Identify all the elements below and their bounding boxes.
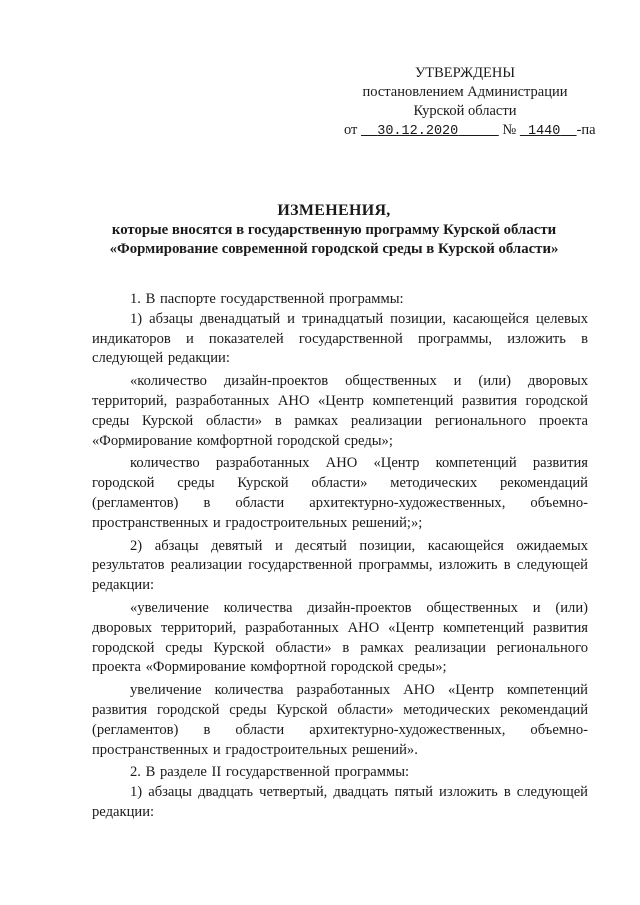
- heading-title: ИЗМЕНЕНИЯ,: [277, 202, 391, 219]
- document-body: [92, 290, 588, 823]
- heading-subtitle-1: которые вносятся в государственную программу Курской области: [111, 221, 557, 238]
- approval-title: УТВЕРЖДЕНЫ: [414, 65, 516, 81]
- paragraph-6: «увеличение количества дизайн-проектов общественных и (или) дворовых территорий, разработанных АНО «Центр компетенций развития городской среды Курской области» в рамках реализации регионального проекта «Формирование комфортной городской среды»;: [92, 599, 588, 676]
- paragraph-1: 1. В паспорте государственной программы:: [130, 291, 404, 307]
- paragraph-5: 2) абзацы девятый и десятый позиции, касающейся ожидаемых результатов реализации государственной программы, изложить в следующей редакции:: [92, 537, 588, 594]
- paragraph-4: количество разработанных АНО «Центр компетенций развития городской среды Курской области» методических рекомендаций (регламентов) в области архитектурно-художественных, объемно-пространственных и градостроительных решений;»;: [92, 455, 588, 531]
- heading-subtitle-2: «Формирование современной городской среды в Курской области»: [109, 241, 559, 257]
- approval-block: [335, 64, 595, 141]
- approval-date: 30.12.2020: [377, 124, 459, 139]
- paragraph-8: 2. В разделе II государственной программы:: [130, 764, 410, 781]
- approval-date-line: [344, 121, 595, 141]
- paragraph-7: увеличение количества разработанных АНО «Центр компетенций развития городской среды Курской области» методических рекомендаций (регламентов) в области архитектурно-художественных, объемно-пространственных и градостроительных решений».: [92, 682, 588, 758]
- approval-region: Курской области: [413, 103, 517, 119]
- number-prefix: №: [502, 122, 517, 138]
- approval-by: постановлением Администрации: [362, 84, 568, 100]
- approval-number: 1440: [527, 124, 561, 139]
- paragraph-2: 1) абзацы двенадцатый и тринадцатый позиции, касающейся целевых индикаторов и показателей государственной программы, изложить в следующей редакции:: [92, 310, 588, 367]
- date-prefix: от: [344, 122, 358, 138]
- document-heading: [92, 201, 576, 260]
- paragraph-9: 1) абзацы двадцать четвертый, двадцать пятый изложить в следующей редакции:: [92, 784, 588, 820]
- paragraph-3: «количество дизайн-проектов общественных и (или) дворовых территорий, разработанных АНО «Центр компетенций развития городской среды Курской области» в рамках реализации регионального проекта «Формирование комфортной городской среды»;: [92, 373, 588, 449]
- number-suffix: -па: [576, 122, 596, 138]
